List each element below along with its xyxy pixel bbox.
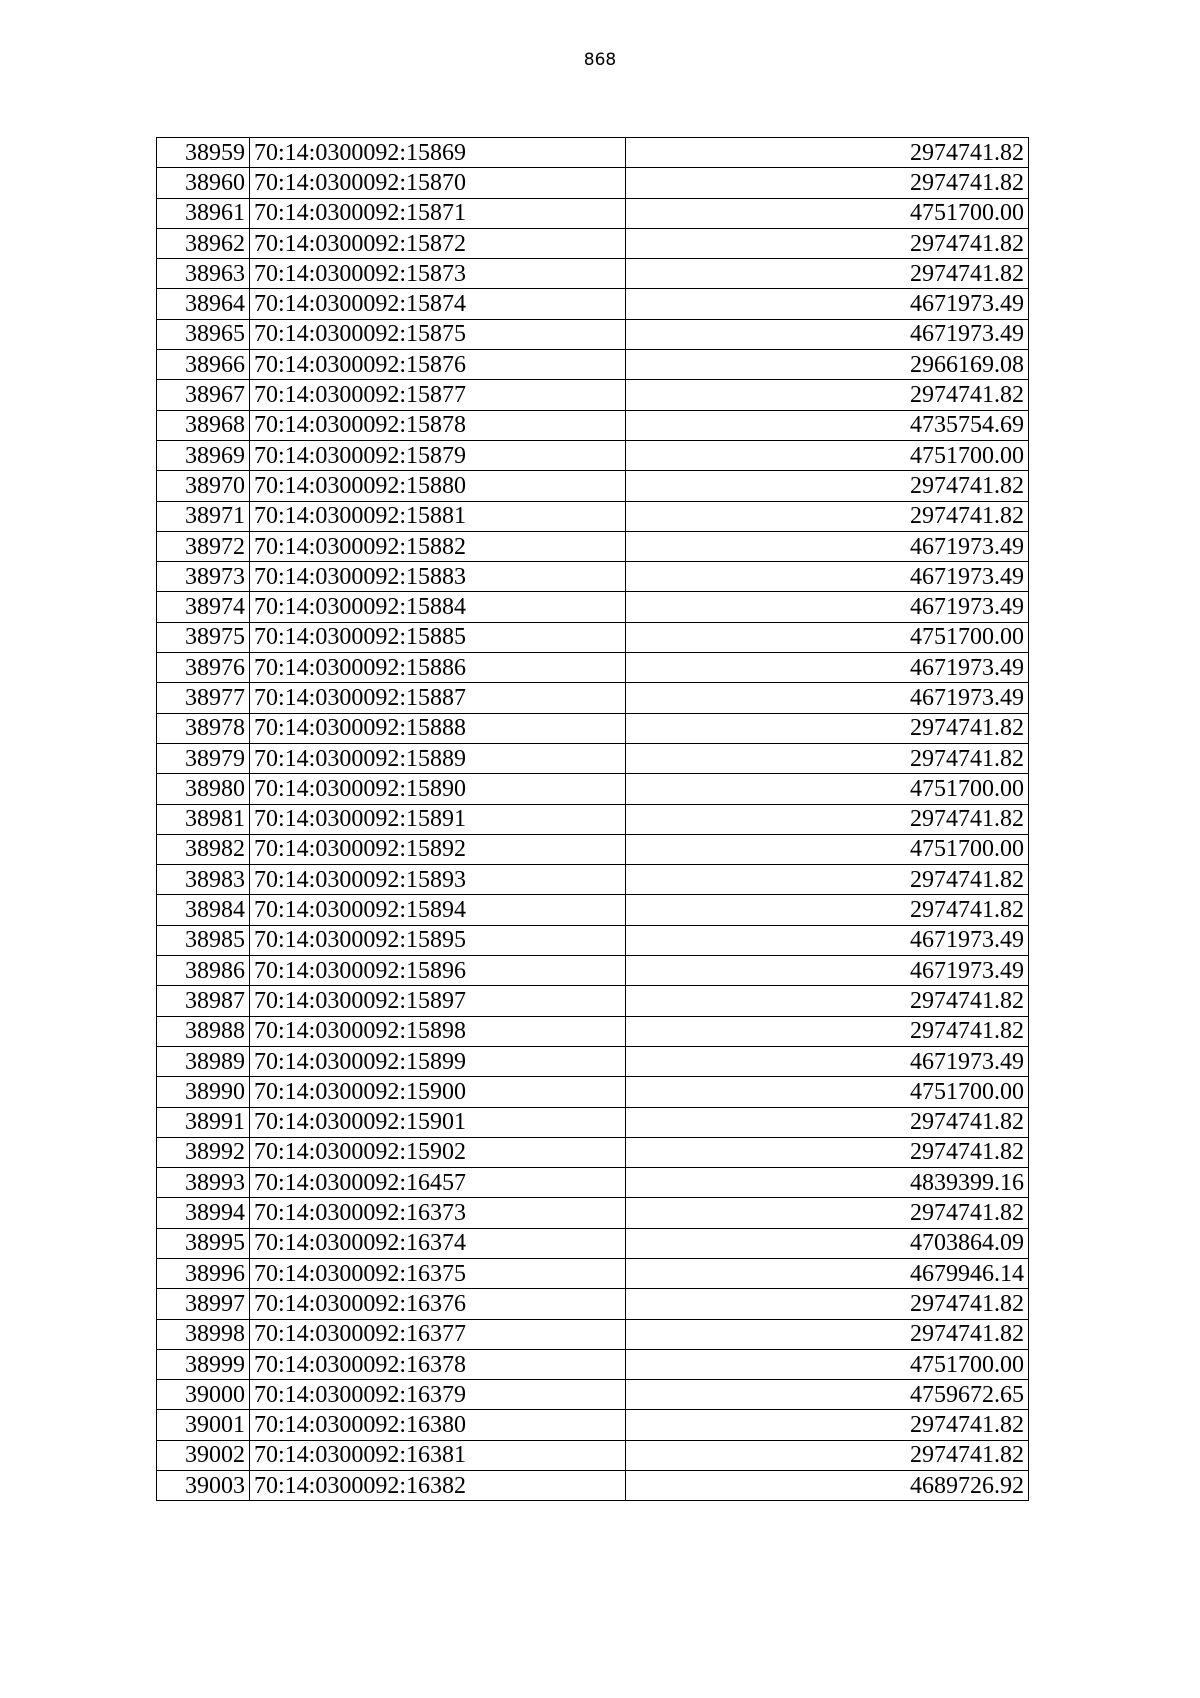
row-number-cell: 38996 — [157, 1258, 250, 1288]
cadastral-value-cell: 2974741.82 — [626, 743, 1029, 773]
table-row — [157, 1168, 1029, 1198]
table-row — [157, 259, 1029, 289]
row-number-cell: 38959 — [157, 138, 250, 168]
table-row — [157, 865, 1029, 895]
row-number-cell: 38960 — [157, 168, 250, 198]
cadastral-number-cell: 70:14:0300092:15886 — [250, 653, 626, 683]
row-number-cell: 38967 — [157, 380, 250, 410]
cadastral-number-cell: 70:14:0300092:15893 — [250, 865, 626, 895]
cadastral-number-cell: 70:14:0300092:15874 — [250, 289, 626, 319]
row-number-cell: 38982 — [157, 834, 250, 864]
row-number-cell: 38991 — [157, 1107, 250, 1137]
row-number-cell: 38992 — [157, 1137, 250, 1167]
cadastral-value-cell: 4751700.00 — [626, 622, 1029, 652]
cadastral-value-cell: 2974741.82 — [626, 986, 1029, 1016]
table-body — [157, 138, 1029, 1501]
cadastral-value-cell: 2974741.82 — [626, 168, 1029, 198]
cadastral-number-cell: 70:14:0300092:15882 — [250, 531, 626, 561]
row-number-cell: 38999 — [157, 1349, 250, 1379]
row-number-cell: 38978 — [157, 713, 250, 743]
cadastral-number-cell: 70:14:0300092:16377 — [250, 1319, 626, 1349]
cadastral-value-cell: 4751700.00 — [626, 198, 1029, 228]
cadastral-value-cell: 2974741.82 — [626, 259, 1029, 289]
table-row — [157, 1228, 1029, 1258]
cadastral-number-cell: 70:14:0300092:16382 — [250, 1471, 626, 1501]
row-number-cell: 38968 — [157, 410, 250, 440]
cadastral-number-cell: 70:14:0300092:15888 — [250, 713, 626, 743]
cadastral-value-cell: 2974741.82 — [626, 1016, 1029, 1046]
cadastral-value-cell: 4671973.49 — [626, 925, 1029, 955]
table-row — [157, 501, 1029, 531]
table-row — [157, 1319, 1029, 1349]
cadastral-number-cell: 70:14:0300092:15896 — [250, 956, 626, 986]
cadastral-number-cell: 70:14:0300092:16379 — [250, 1380, 626, 1410]
table-row — [157, 1016, 1029, 1046]
cadastral-value-cell: 4671973.49 — [626, 653, 1029, 683]
cadastral-value-cell: 4735754.69 — [626, 410, 1029, 440]
table-row — [157, 138, 1029, 168]
row-number-cell: 39000 — [157, 1380, 250, 1410]
table-row — [157, 713, 1029, 743]
table-row — [157, 350, 1029, 380]
cadastral-value-cell: 2974741.82 — [626, 471, 1029, 501]
cadastral-value-cell: 4671973.49 — [626, 319, 1029, 349]
cadastral-value-cell: 2974741.82 — [626, 1440, 1029, 1470]
table-row — [157, 895, 1029, 925]
cadastral-value-cell: 4671973.49 — [626, 531, 1029, 561]
cadastral-value-cell: 2974741.82 — [626, 1319, 1029, 1349]
table-row — [157, 168, 1029, 198]
cadastral-number-cell: 70:14:0300092:15897 — [250, 986, 626, 1016]
cadastral-number-cell: 70:14:0300092:15887 — [250, 683, 626, 713]
cadastral-value-cell: 2974741.82 — [626, 1289, 1029, 1319]
cadastral-number-cell: 70:14:0300092:15871 — [250, 198, 626, 228]
table-row — [157, 1380, 1029, 1410]
row-number-cell: 38965 — [157, 319, 250, 349]
row-number-cell: 38987 — [157, 986, 250, 1016]
cadastral-value-cell: 4671973.49 — [626, 592, 1029, 622]
cadastral-value-cell: 4679946.14 — [626, 1258, 1029, 1288]
row-number-cell: 39003 — [157, 1471, 250, 1501]
cadastral-value-cell: 4839399.16 — [626, 1168, 1029, 1198]
cadastral-value-table — [156, 137, 1029, 1501]
table-row — [157, 1349, 1029, 1379]
row-number-cell: 38974 — [157, 592, 250, 622]
cadastral-number-cell: 70:14:0300092:15872 — [250, 228, 626, 258]
cadastral-number-cell: 70:14:0300092:15875 — [250, 319, 626, 349]
table-row — [157, 198, 1029, 228]
cadastral-number-cell: 70:14:0300092:16381 — [250, 1440, 626, 1470]
cadastral-number-cell: 70:14:0300092:16457 — [250, 1168, 626, 1198]
row-number-cell: 38966 — [157, 350, 250, 380]
cadastral-value-cell: 2974741.82 — [626, 1198, 1029, 1228]
table-row — [157, 289, 1029, 319]
table-row — [157, 1046, 1029, 1076]
row-number-cell: 38962 — [157, 228, 250, 258]
cadastral-value-cell: 2974741.82 — [626, 1107, 1029, 1137]
cadastral-number-cell: 70:14:0300092:15877 — [250, 380, 626, 410]
table-row — [157, 471, 1029, 501]
cadastral-value-cell: 2974741.82 — [626, 804, 1029, 834]
cadastral-value-cell: 2974741.82 — [626, 895, 1029, 925]
cadastral-value-cell: 4751700.00 — [626, 1077, 1029, 1107]
row-number-cell: 38976 — [157, 653, 250, 683]
cadastral-number-cell: 70:14:0300092:15899 — [250, 1046, 626, 1076]
cadastral-number-cell: 70:14:0300092:15900 — [250, 1077, 626, 1107]
table-row — [157, 592, 1029, 622]
row-number-cell: 39001 — [157, 1410, 250, 1440]
cadastral-value-cell: 4671973.49 — [626, 683, 1029, 713]
cadastral-number-cell: 70:14:0300092:15883 — [250, 562, 626, 592]
table-row — [157, 774, 1029, 804]
cadastral-value-cell: 2974741.82 — [626, 713, 1029, 743]
row-number-cell: 39002 — [157, 1440, 250, 1470]
cadastral-number-cell: 70:14:0300092:15885 — [250, 622, 626, 652]
table-row — [157, 1289, 1029, 1319]
row-number-cell: 38969 — [157, 440, 250, 470]
table-row — [157, 1471, 1029, 1501]
cadastral-value-cell: 4751700.00 — [626, 440, 1029, 470]
row-number-cell: 38979 — [157, 743, 250, 773]
row-number-cell: 38970 — [157, 471, 250, 501]
table-row — [157, 1198, 1029, 1228]
cadastral-number-cell: 70:14:0300092:15891 — [250, 804, 626, 834]
row-number-cell: 38986 — [157, 956, 250, 986]
cadastral-number-cell: 70:14:0300092:15873 — [250, 259, 626, 289]
row-number-cell: 38993 — [157, 1168, 250, 1198]
table-row — [157, 834, 1029, 864]
cadastral-number-cell: 70:14:0300092:16380 — [250, 1410, 626, 1440]
row-number-cell: 38980 — [157, 774, 250, 804]
row-number-cell: 38981 — [157, 804, 250, 834]
table-row — [157, 1258, 1029, 1288]
table-row — [157, 1440, 1029, 1470]
cadastral-number-cell: 70:14:0300092:15901 — [250, 1107, 626, 1137]
cadastral-value-cell: 2974741.82 — [626, 380, 1029, 410]
table-row — [157, 925, 1029, 955]
cadastral-value-cell: 2974741.82 — [626, 865, 1029, 895]
cadastral-number-cell: 70:14:0300092:15892 — [250, 834, 626, 864]
row-number-cell: 38988 — [157, 1016, 250, 1046]
table-row — [157, 986, 1029, 1016]
cadastral-number-cell: 70:14:0300092:15895 — [250, 925, 626, 955]
cadastral-number-cell: 70:14:0300092:15884 — [250, 592, 626, 622]
row-number-cell: 38963 — [157, 259, 250, 289]
cadastral-value-cell: 4751700.00 — [626, 774, 1029, 804]
cadastral-number-cell: 70:14:0300092:15878 — [250, 410, 626, 440]
cadastral-value-cell: 2974741.82 — [626, 228, 1029, 258]
row-number-cell: 38973 — [157, 562, 250, 592]
cadastral-number-cell: 70:14:0300092:15879 — [250, 440, 626, 470]
row-number-cell: 38971 — [157, 501, 250, 531]
cadastral-value-cell: 4671973.49 — [626, 289, 1029, 319]
cadastral-value-cell: 4751700.00 — [626, 834, 1029, 864]
row-number-cell: 38989 — [157, 1046, 250, 1076]
table-row — [157, 1137, 1029, 1167]
row-number-cell: 38984 — [157, 895, 250, 925]
row-number-cell: 38998 — [157, 1319, 250, 1349]
cadastral-value-cell: 4671973.49 — [626, 1046, 1029, 1076]
row-number-cell: 38964 — [157, 289, 250, 319]
cadastral-number-cell: 70:14:0300092:15880 — [250, 471, 626, 501]
cadastral-number-cell: 70:14:0300092:15898 — [250, 1016, 626, 1046]
table-row — [157, 531, 1029, 561]
table-row — [157, 380, 1029, 410]
table-row — [157, 743, 1029, 773]
table-row — [157, 956, 1029, 986]
cadastral-number-cell: 70:14:0300092:16376 — [250, 1289, 626, 1319]
cadastral-value-cell: 4671973.49 — [626, 562, 1029, 592]
cadastral-number-cell: 70:14:0300092:15869 — [250, 138, 626, 168]
table-row — [157, 228, 1029, 258]
table-row — [157, 683, 1029, 713]
cadastral-value-cell: 2974741.82 — [626, 501, 1029, 531]
table-row — [157, 440, 1029, 470]
cadastral-number-cell: 70:14:0300092:15876 — [250, 350, 626, 380]
row-number-cell: 38975 — [157, 622, 250, 652]
cadastral-number-cell: 70:14:0300092:16378 — [250, 1349, 626, 1379]
table-row — [157, 622, 1029, 652]
cadastral-value-cell: 4671973.49 — [626, 956, 1029, 986]
table-row — [157, 1410, 1029, 1440]
cadastral-value-cell: 2974741.82 — [626, 1137, 1029, 1167]
row-number-cell: 38983 — [157, 865, 250, 895]
table-row — [157, 1077, 1029, 1107]
table-row — [157, 410, 1029, 440]
cadastral-number-cell: 70:14:0300092:16375 — [250, 1258, 626, 1288]
cadastral-number-cell: 70:14:0300092:15870 — [250, 168, 626, 198]
table-row — [157, 562, 1029, 592]
row-number-cell: 38995 — [157, 1228, 250, 1258]
row-number-cell: 38990 — [157, 1077, 250, 1107]
cadastral-value-cell: 4759672.65 — [626, 1380, 1029, 1410]
row-number-cell: 38961 — [157, 198, 250, 228]
table-row — [157, 804, 1029, 834]
cadastral-number-cell: 70:14:0300092:15881 — [250, 501, 626, 531]
row-number-cell: 38997 — [157, 1289, 250, 1319]
cadastral-value-cell: 4703864.09 — [626, 1228, 1029, 1258]
table-row — [157, 1107, 1029, 1137]
cadastral-value-cell: 2974741.82 — [626, 1410, 1029, 1440]
cadastral-number-cell: 70:14:0300092:15902 — [250, 1137, 626, 1167]
cadastral-number-cell: 70:14:0300092:15894 — [250, 895, 626, 925]
cadastral-value-cell: 4689726.92 — [626, 1471, 1029, 1501]
table-row — [157, 653, 1029, 683]
page-number: 868 — [583, 50, 617, 70]
cadastral-number-cell: 70:14:0300092:15889 — [250, 743, 626, 773]
row-number-cell: 38985 — [157, 925, 250, 955]
cadastral-number-cell: 70:14:0300092:16373 — [250, 1198, 626, 1228]
cadastral-value-cell: 4751700.00 — [626, 1349, 1029, 1379]
row-number-cell: 38977 — [157, 683, 250, 713]
row-number-cell: 38972 — [157, 531, 250, 561]
cadastral-value-cell: 2974741.82 — [626, 138, 1029, 168]
cadastral-number-cell: 70:14:0300092:15890 — [250, 774, 626, 804]
cadastral-number-cell: 70:14:0300092:16374 — [250, 1228, 626, 1258]
cadastral-value-cell: 2966169.08 — [626, 350, 1029, 380]
row-number-cell: 38994 — [157, 1198, 250, 1228]
table-row — [157, 319, 1029, 349]
